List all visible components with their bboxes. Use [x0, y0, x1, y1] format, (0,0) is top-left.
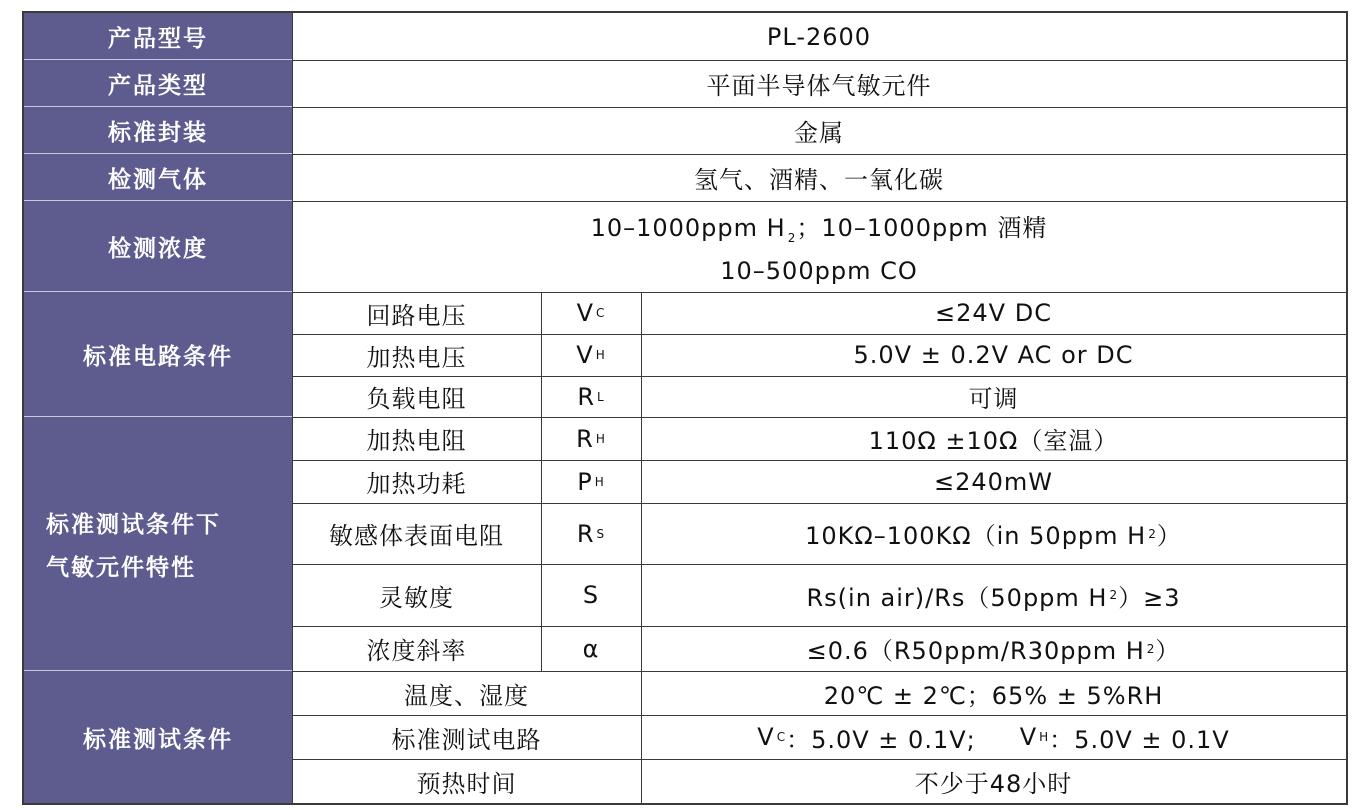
char-value: 10KΩ–100KΩ（in 50ppm H 2 ）: [805, 522, 1182, 550]
grid-line: [292, 292, 1346, 293]
header-circuit: 标准电路条件: [24, 292, 292, 417]
test-value: V C ：5.0V ± 0.1V; V H ：5.0V ± 0.1V: [757, 723, 1230, 754]
char-value: 110Ω ±10Ω（室温）: [868, 427, 1119, 455]
header-test: 标准测试条件: [24, 671, 292, 803]
char-symbol: R H: [576, 424, 606, 453]
circuit-symbol: V H: [576, 341, 606, 369]
char-value: ≤0.6（R50ppm/R30ppm H 2 ）: [806, 637, 1181, 665]
grid-line: [292, 107, 1346, 108]
char-name: 浓度斜率: [366, 637, 467, 665]
char-name: 敏感体表面电阻: [329, 522, 504, 550]
grid-line: [292, 376, 1346, 377]
grid-line: [292, 759, 1346, 760]
header-characteristics: [24, 417, 292, 671]
test-name: 标准测试电路: [391, 725, 542, 754]
grid-line: [292, 626, 1346, 627]
value-model: PL-2600: [766, 22, 872, 51]
header-gas: 检测气体: [24, 154, 292, 201]
circuit-value: 可调: [968, 385, 1019, 413]
char-symbol: P H: [577, 467, 605, 496]
grid-line: [292, 503, 1346, 504]
grid-line: [641, 292, 642, 803]
concentration-line1: 10–1000ppm H $_2$；10–1000ppm 酒精: [590, 214, 1048, 245]
grid-line: [292, 154, 1346, 155]
test-value: 20℃ ± 2℃；65% ± 5%RH: [823, 681, 1164, 710]
header-package: 标准封装: [24, 107, 292, 154]
concentration-line2: 10–500ppm CO: [720, 257, 918, 285]
char-symbol: R S: [576, 519, 606, 548]
grid-line: [292, 201, 1346, 202]
char-value: ≤240mW: [933, 467, 1054, 496]
grid-line: [292, 671, 1346, 672]
test-name: 温度、湿度: [404, 681, 529, 710]
char-symbol: α: [582, 634, 600, 663]
circuit-name: 回路电压: [366, 301, 467, 330]
char-name: 加热电阻: [366, 427, 467, 455]
char-name: 灵敏度: [379, 583, 454, 612]
circuit-name: 负载电阻: [366, 385, 467, 413]
test-value: 不少于48小时: [914, 769, 1073, 798]
header-type: 产品类型: [24, 60, 292, 107]
value-concentration: [292, 201, 1346, 292]
grid-line: [292, 460, 1346, 461]
circuit-symbol: R L: [577, 382, 605, 411]
test-name: 预热时间: [416, 769, 517, 798]
spec-table: [22, 11, 1348, 805]
circuit-value: 5.0V ± 0.2V AC or DC: [853, 341, 1134, 369]
grid-line: [292, 13, 293, 803]
grid-line: [292, 60, 1346, 61]
value-gas: 氢气、酒精、一氧化碳: [694, 166, 944, 194]
header-model: 产品型号: [24, 13, 292, 60]
char-name: 加热功耗: [366, 470, 467, 498]
grid-line: [292, 334, 1346, 335]
value-package: 金属: [794, 119, 844, 147]
value-type: 平面半导体气敏元件: [706, 72, 932, 100]
grid-line: [292, 417, 1346, 418]
circuit-symbol: V C: [576, 299, 606, 327]
char-value: Rs(in air)/Rs（50ppm H 2 ）≥3: [806, 583, 1181, 612]
circuit-value: ≤24V DC: [935, 299, 1052, 327]
grid-line: [541, 292, 542, 671]
header-characteristics-line1: 标准测试条件下: [46, 511, 221, 538]
char-symbol: S: [582, 581, 600, 609]
header-concentration: 检测浓度: [24, 201, 292, 292]
grid-line: [292, 564, 1346, 565]
header-characteristics-line2: 气敏元件特性: [46, 554, 196, 581]
circuit-name: 加热电压: [366, 343, 467, 372]
grid-line: [292, 715, 1346, 716]
